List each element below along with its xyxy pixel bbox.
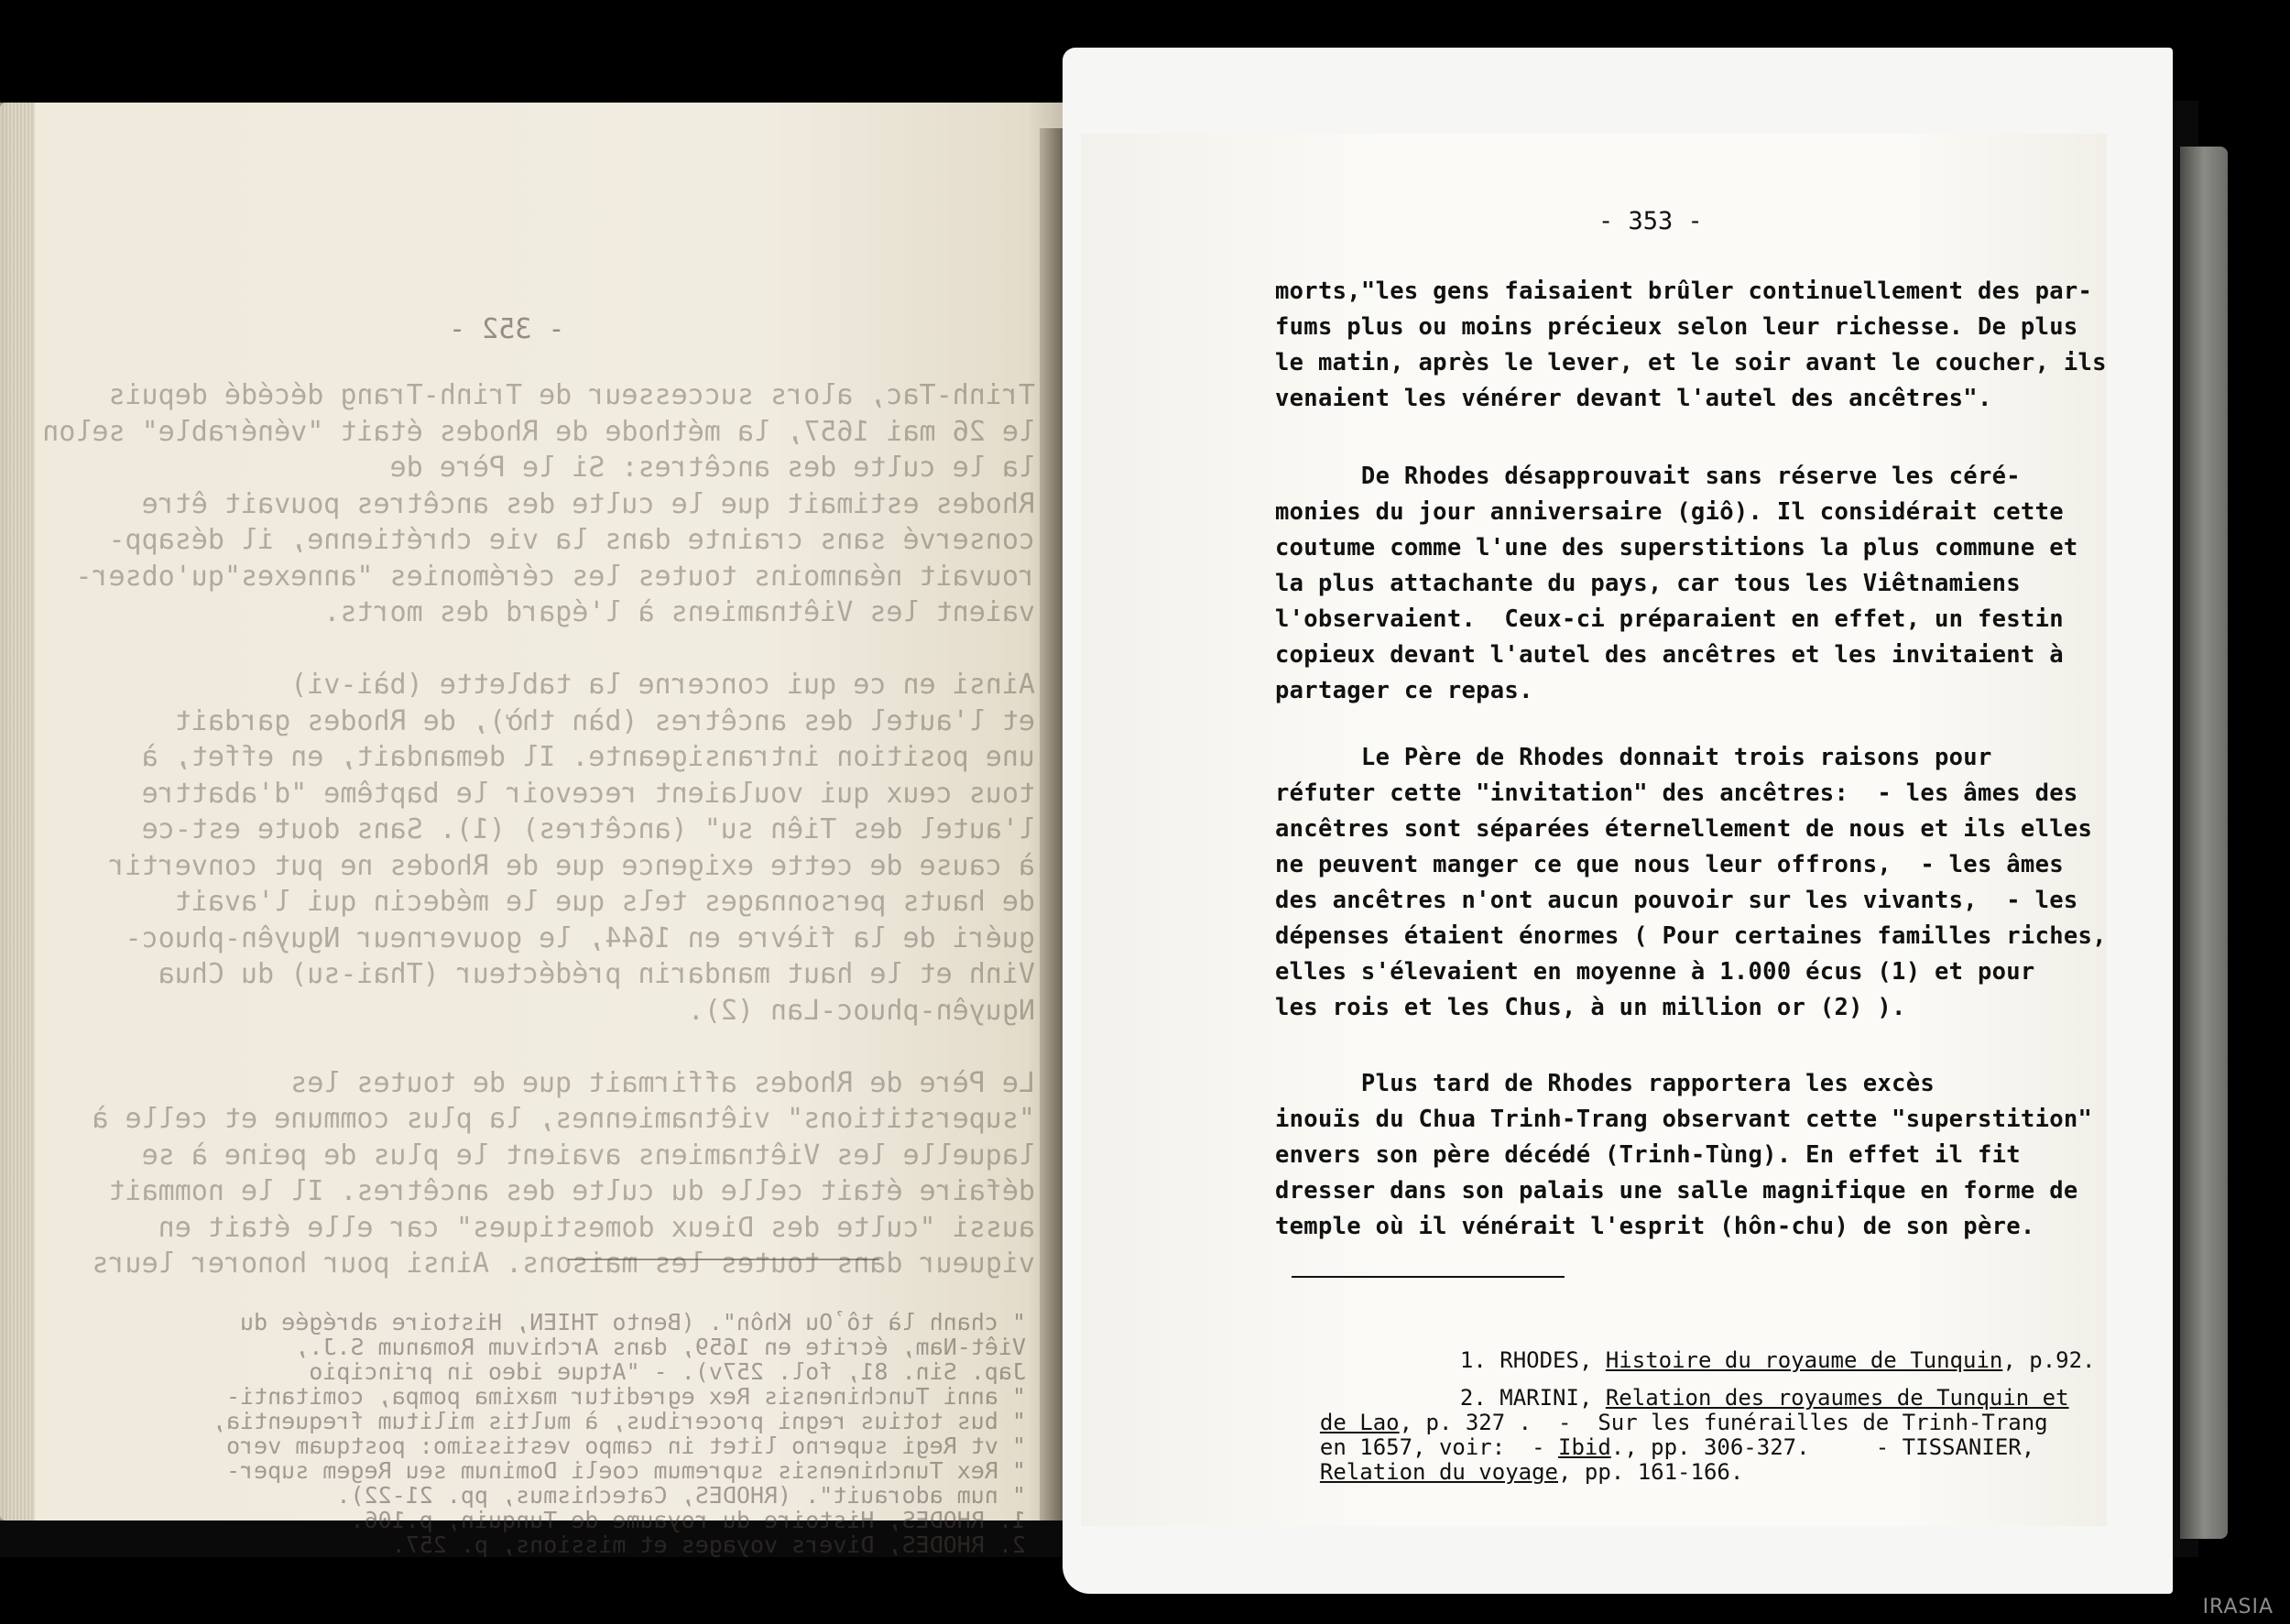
left-page-edge [0,103,35,1520]
body-line: envers son père décédé (Trinh-Tùng). En effet il fit [1275,1141,2021,1169]
body-line: morts,"les gens faisaient brûler continuellement des par- [1275,278,2093,305]
body-line: ancêtres sont séparées éternellement de nous et ils elles [1275,815,2093,843]
left-page [0,103,1081,1558]
body-line: inouïs du Chua Trinh-Trang observant cette "superstition" [1275,1106,2093,1133]
footnote-2-ref-b: ., pp. 306-327. - TISSANIER, [1610,1434,2035,1460]
body-line: dresser dans son palais une salle magnifique en forme de [1275,1177,2078,1204]
body-line: Plus tard de Rhodes rapportera les excès [1275,1070,1936,1097]
body-line: elles s'élevaient en moyenne à 1.000 écus (1) et pour [1275,958,2035,986]
footnote-2-note: , p. 327 . - Sur les funérailles de Trinh-Trang [1399,1410,2048,1435]
body-line: la plus attachante du pays, car tous les Viêtnamiens [1275,570,2021,597]
footnote-2-author: 2. MARINI, [1459,1385,1606,1411]
footnote-1-title: Histoire du royaume de Tunquin [1605,1347,2003,1373]
footnote-2-ref-a: en 1657, voir: - [1319,1434,1558,1460]
footnote-2-title-b: de Lao [1319,1410,1400,1435]
body-line: l'observaient. Ceux-ci préparaient en effet, un festin [1275,605,2064,633]
body-line: fums plus ou moins précieux selon leur richesse. De plus [1275,313,2078,341]
footnote-1-author: 1. RHODES, [1459,1347,1606,1373]
watermark: IRASIA [2202,1596,2274,1619]
body-line: coutume comme l'une des superstitions la plus commune et [1275,534,2078,561]
body-line: le matin, après le lever, et le soir avant le coucher, ils [1275,349,2107,376]
footnote-rule [1292,1276,1565,1278]
body-line: temple où il vénérait l'esprit (hôn-chu) de son père. [1275,1213,2035,1240]
body-line: monies du jour anniversaire (giô). Il considérait cette [1275,498,2064,526]
body-line: Le Père de Rhodes donnait trois raisons pour [1275,744,1992,771]
footnote-2-line-4 [1293,1433,1743,1485]
left-page-footnotes: " chanh là tổ Ou Khôn". (Bento THIEN, Histoire abrégée du Viêt-Nam, écrite en 1659, dans Archivum Romanum S.J., Jap. Sin. 81, fol. 257v). - "Atque ideo in principio " anni Tunchinensis Rex egreditur maxima pompa, comitanti- " bus totius regni proceribus, à multis militum frequentia, " vt Regi superno litet in campo vestissimo: postquam vero " Rex Tunchinensis supremum coeli Dominum seu Regem super- " num adorauit". (RHODES, Catechismus, pp. 21-22). 1. RHODES, Histoire du royaume de Tunquin, p.106. 2. RHODES, Divers voyages et missions, p. 257. [212,1309,1026,1558]
book-cover-board [2180,147,2228,1539]
footnote-1-page: , p.92. [2002,1347,2096,1373]
left-page-number: - 352 - [449,313,565,345]
footnote-2-title-a: Relation des royaumes de Tunquin et [1605,1385,2069,1411]
body-line: venaient les vénérer devant l'autel des ancêtres". [1275,385,1992,412]
body-line: dépenses étaient énormes ( Pour certaines familles riches, [1275,922,2107,950]
footnote-2-title-c: Relation du voyage [1319,1459,1558,1485]
body-line: ne peuvent manger ce que nous leur offrons, - les âmes [1275,851,2064,878]
body-line: De Rhodes désapprouvait sans réserve les céré- [1275,463,2021,490]
footnote-2-ibid: Ibid [1558,1434,1611,1460]
body-line: réfuter cette "invitation" des ancêtres: - les âmes des [1275,779,2078,807]
body-line: partager ce repas. [1275,677,1533,704]
left-footnote-rule [568,1259,879,1260]
body-line: les rois et les Chus, à un million or (2) ). [1275,994,1906,1021]
body-line: des ancêtres n'ont aucun pouvoir sur les vivants, - les [1275,887,2078,914]
footnote-2-pages: , pp. 161-166. [1558,1459,1744,1485]
left-page-body: Trinh-Tac, alors successeur de Trinh-Trang décédé depuis le 26 mai 1657, la méthode de Rhodes était "vénérable" selon la le culte des ancêtres: Si le Père de Rhodes estimait que le culte des ancêtres pouvait être conservé sans crainte dans la vie chrétienne, il désapp- rouvait néanmoins toutes les cérémonies "annexes"qu'obser- vaient les Viêtnamiens à l'égard des morts. Ainsi en ce qui concerne la tablette (bài-vi) et l'autel des ancêtres (bàn thờ), de Rhodes gardait une position intransigeante. Il demandait, en effet, à tous ceux qui voulaient recevoir le baptême "d'abattre l'autel des Tiên su" (ancêtres) (1). Sans doute est-ce à cause de cette exigence que de Rhodes ne put convertir de hauts personnages tels que le médecin qui l'avait guéri de la fièvre en 1644, le gouverneur Nguyên-phuoc- Vinh et le haut mandarin prédécteur (Thai-su) du Chua Nguyên-phuoc-Lan (2). Le Père de Rhodes affirmait que de toutes les "superstitions" viêtnamiennes, la plus commune et celle à laquelle les Viêtnamiens avaient le plus de peine à se défaire était celle du culte des ancêtres. Il le nommait aussi "culte des Dieux domestiques" car elle était en vigueur dans toutes les maisons. Ainsi pour honorer leurs [42,379,1035,1280]
page-number: - 353 - [1598,207,1703,235]
body-line: copieux devant l'autel des ancêtres et les invitaient à [1275,641,2064,669]
